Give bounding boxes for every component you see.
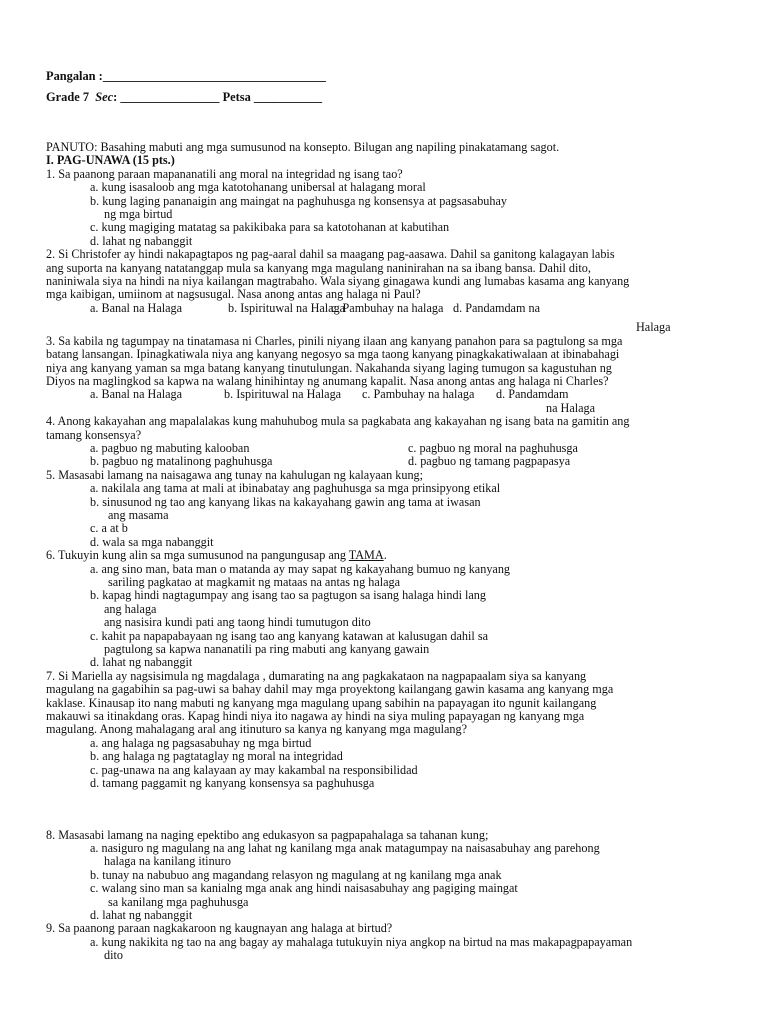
q7-stem-line: 7. Si Mariella ay nagsisimula ng magdalaga , dumarating na ang pagkakataon na nagpapaalam siya sa kanyang [46, 668, 587, 683]
q3-option-d: d. Pandamdam [496, 387, 569, 402]
q2-option-d: d. Pandamdam na [453, 300, 540, 315]
q6-stem-pre: 6. Tukuyin kung alin sa mga sumusunod na pangungusap ang [46, 548, 349, 563]
q6-stem-post: . [383, 548, 387, 563]
q2-option-c: c. Pambuhay na halaga [331, 300, 444, 315]
q5-option-b-cont: ang masama [108, 507, 169, 522]
q9-option-a-cont: dito [104, 948, 123, 963]
q1-option-b-cont: ng mga birtud [104, 207, 173, 222]
q5-option-d: d. wala sa mga nabanggit [90, 534, 214, 549]
petsa-label: Petsa [222, 90, 251, 105]
q2-option-b: b. Ispirituwal na Halaga [228, 300, 346, 315]
q5-option-a: a. nakilala ang tama at mali at ibinabatay ang paghuhusga sa mga prinsipyong etikal [90, 481, 501, 496]
q8-option-c-cont: sa kanilang mga paghuhusga [108, 894, 249, 909]
q5-option-b: b. sinusunod ng tao ang kanyang likas na kakayahang gawin ang tama at iwasan [90, 494, 481, 509]
q4-options-row [46, 442, 736, 455]
q3-option-a: a. Banal na Halaga [90, 387, 183, 402]
instructions: PANUTO: Basahing mabuti ang mga sumusunod na konsepto. Bilugan ang napiling pinakatamang sagot. [46, 140, 560, 154]
q6-option-c-cont: pagtulong sa kapwa nananatili pa ring mabuti ang kanyang gawain [104, 642, 430, 657]
q7-option-d: d. tamang paggamit ng kanyang konsensya sa paghuhusga [90, 776, 375, 791]
q4-stem-line: tamang konsensya? [46, 427, 142, 442]
q3-options [46, 388, 736, 401]
questions-body [46, 141, 736, 963]
q4-option-a: a. pagbuo ng mabuting kalooban [90, 440, 250, 455]
q7-option-a: a. ang halaga ng pagsasabuhay ng mga birtud [90, 735, 312, 750]
q8-option-b: b. tunay na nabubuo ang magandang relasyon ng magulang at ng kanilang mga anak [90, 867, 502, 882]
q7-stem-line: magulang. Anong mahalagang aral ang itinuturo sa kanya ng kanyang mga magulang? [46, 722, 468, 737]
q4-stem-line: 4. Anong kakayahan ang mapalalakas kung mahuhubog mula sa pagkabata ang kakayahan ng isang bata na gamitin ang [46, 414, 630, 429]
q6-stem [46, 549, 736, 562]
q2-stem-line: ang suporta na kanyang natatanggap mula sa kanyang mga magulang naninirahan na sa ibang bansa. Dahil dito, [46, 260, 591, 275]
q6-option-b-cont: ang halaga [104, 601, 157, 616]
q7-option-b: b. ang halaga ng pagtataglay ng moral na integridad [90, 749, 343, 764]
q6-option-a-cont: sariling pagkatao at magkamit ng mataas na antas ng halaga [108, 575, 401, 589]
name-label: Pangalan : [46, 69, 103, 83]
q7-option-c: c. pag-unawa na ang kalayaan ay may kakambal na responsibilidad [90, 762, 418, 777]
q6-stem-tama: TAMA [348, 548, 384, 563]
q1-option-a: a. kung isasaloob ang mga katotohanang unibersal at halagang moral [90, 180, 426, 195]
q4-option-d: d. pagbuo ng tamang pagpapasya [408, 454, 571, 469]
q2-stem-line: naniniwala siya na hindi na niya kailangan magtrabaho. Wala siyang ginagawa kundi ang lumabas kasama ang kanyang [46, 274, 630, 289]
q4-options-row [46, 455, 736, 468]
q6-option-d: d. lahat ng nabanggit [90, 655, 193, 670]
name-blank: ____________________________________ [102, 69, 326, 83]
q9-option-a: a. kung nakikita ng tao na ang bagay ay mahalaga tutukuyin niya angkop na birtud na mas makapagpapayaman [90, 934, 633, 949]
q2-option-d-cont: Halaga [636, 320, 671, 335]
sec-blank: ________________ [120, 90, 220, 105]
q1-option-b: b. kung laging pananaigin ang maingat na paghuhusga ng konsensya at pagsasabuhay [90, 193, 507, 208]
q7-stem-line: kaklase. Kinausap ito nang mabuti ng kanyang mga magulang upang sabihin na papayagan ito ngunit kailangang [46, 695, 597, 710]
q8-option-a: a. nasiguro ng magulang na ang lahat ng kanilang mga anak matagumpay na naisasabuhay ang parehong [90, 840, 600, 855]
q8-option-a-cont: halaga na kanilang itinuro [104, 854, 231, 869]
name-line [46, 70, 646, 83]
q1-option-c: c. kung magiging matatag sa pakikibaka para sa katotohanan at kabutihan [90, 220, 450, 235]
q3-stem-line: Diyos na maglingkod sa kapwa na walang hinihintay ng anumang kapalit. Nasa anong antas ang halaga ni Charles? [46, 373, 609, 388]
q2-stem-line: mga kaibigan, umiinom at nagsusugal. Nasa anong antas ang halaga ni Paul? [46, 287, 421, 302]
spacer [46, 791, 736, 829]
section-title: I. PAG-UNAWA (15 pts.) [46, 153, 175, 168]
q6-option-c: c. kahit pa napapabayaan ng isang tao ang kanyang katawan at kalusugan dahil sa [90, 628, 488, 643]
student-info-header [46, 70, 646, 113]
q4-option-c: c. pagbuo ng moral na paghuhusga [408, 440, 578, 455]
grade-label: Grade 7 [46, 90, 90, 105]
grade-sec-petsa-line: Grade 7 Sec: ________________ Petsa ___________ [46, 90, 323, 105]
q3-option-c: c. Pambuhay na halaga [362, 387, 475, 402]
q8-stem: 8. Masasabi lamang na naging epektibo ang edukasyon sa pagpapahalaga sa tahanan kung; [46, 827, 489, 842]
q3-stem-line: niya ang kanyang yaman sa mga batang kanyang tinutulungan. Nakahanda siyang laging tumugon sa kagustuhan ng [46, 360, 612, 375]
q6-option-b: b. kapag hindi nagtagumpay ang isang tao sa pagtugon sa isang halaga hindi lang [90, 588, 486, 603]
q1-option-d: d. lahat ng nabanggit [90, 233, 193, 248]
q4-option-b: b. pagbuo ng matalinong paghuhusga [90, 454, 273, 469]
q7-stem-line: makauwi sa itinakdang oras. Kapag hindi niya ito nagawa ay hindi na siya muling papayagan ng kanyang mga [46, 709, 585, 724]
q2-option-a: a. Banal na Halaga [90, 300, 183, 315]
q8-option-c: c. walang sino man sa kanialng mga anak ang hindi naisasabuhay ang pagiging maingat [90, 881, 518, 896]
q5-option-c: c. a at b [90, 521, 128, 536]
q1-stem: 1. Sa paanong paraan mapananatili ang moral na integridad ng isang tao? [46, 166, 403, 181]
q5-stem: 5. Masasabi lamang na naisagawa ang tunay na kahulugan ng kalayaan kung; [46, 467, 424, 482]
petsa-blank: ___________ [253, 90, 323, 105]
q8-option-d: d. lahat ng nabanggit [90, 907, 193, 922]
q9-stem: 9. Sa paanong paraan nagkakaroon ng kaugnayan ang halaga at birtud? [46, 921, 393, 936]
q3-stem-line: batang lansangan. Ipinagkatiwala niya ang kanyang negosyo sa mga taong kanyang pinagkakatiwalaan at ibinabahagi [46, 347, 620, 362]
q3-option-d-cont: na Halaga [546, 400, 596, 415]
q3-stem-line: 3. Sa kabila ng tagumpay na tinatamasa ni Charles, pinili niyang ilaan ang kanyang panahon para sa pagtulong sa mga [46, 333, 623, 348]
q7-stem-line: magulang na gagabihin sa pag-uwi sa bahay dahil may mga proyektong kailangang gawin kasama ang kanyang mga [46, 682, 614, 697]
sec-label: Sec [95, 90, 114, 105]
q2-stem-line: 2. Si Christofer ay hindi nakapagtapos ng pag-aaral dahil sa maagang pag-aasawa. Dahil sa ganitong kalagayan labis [46, 247, 615, 262]
q3-option-b: b. Ispirituwal na Halaga [224, 387, 342, 402]
q6-option-b-cont: ang nasisira kundi pati ang taong hindi tumutugon dito [104, 615, 371, 630]
q6-option-a: a. ang sino man, bata man o matanda ay may sapat ng kakayahang bumuo ng kanyang [90, 561, 511, 576]
q2-options [46, 302, 736, 315]
